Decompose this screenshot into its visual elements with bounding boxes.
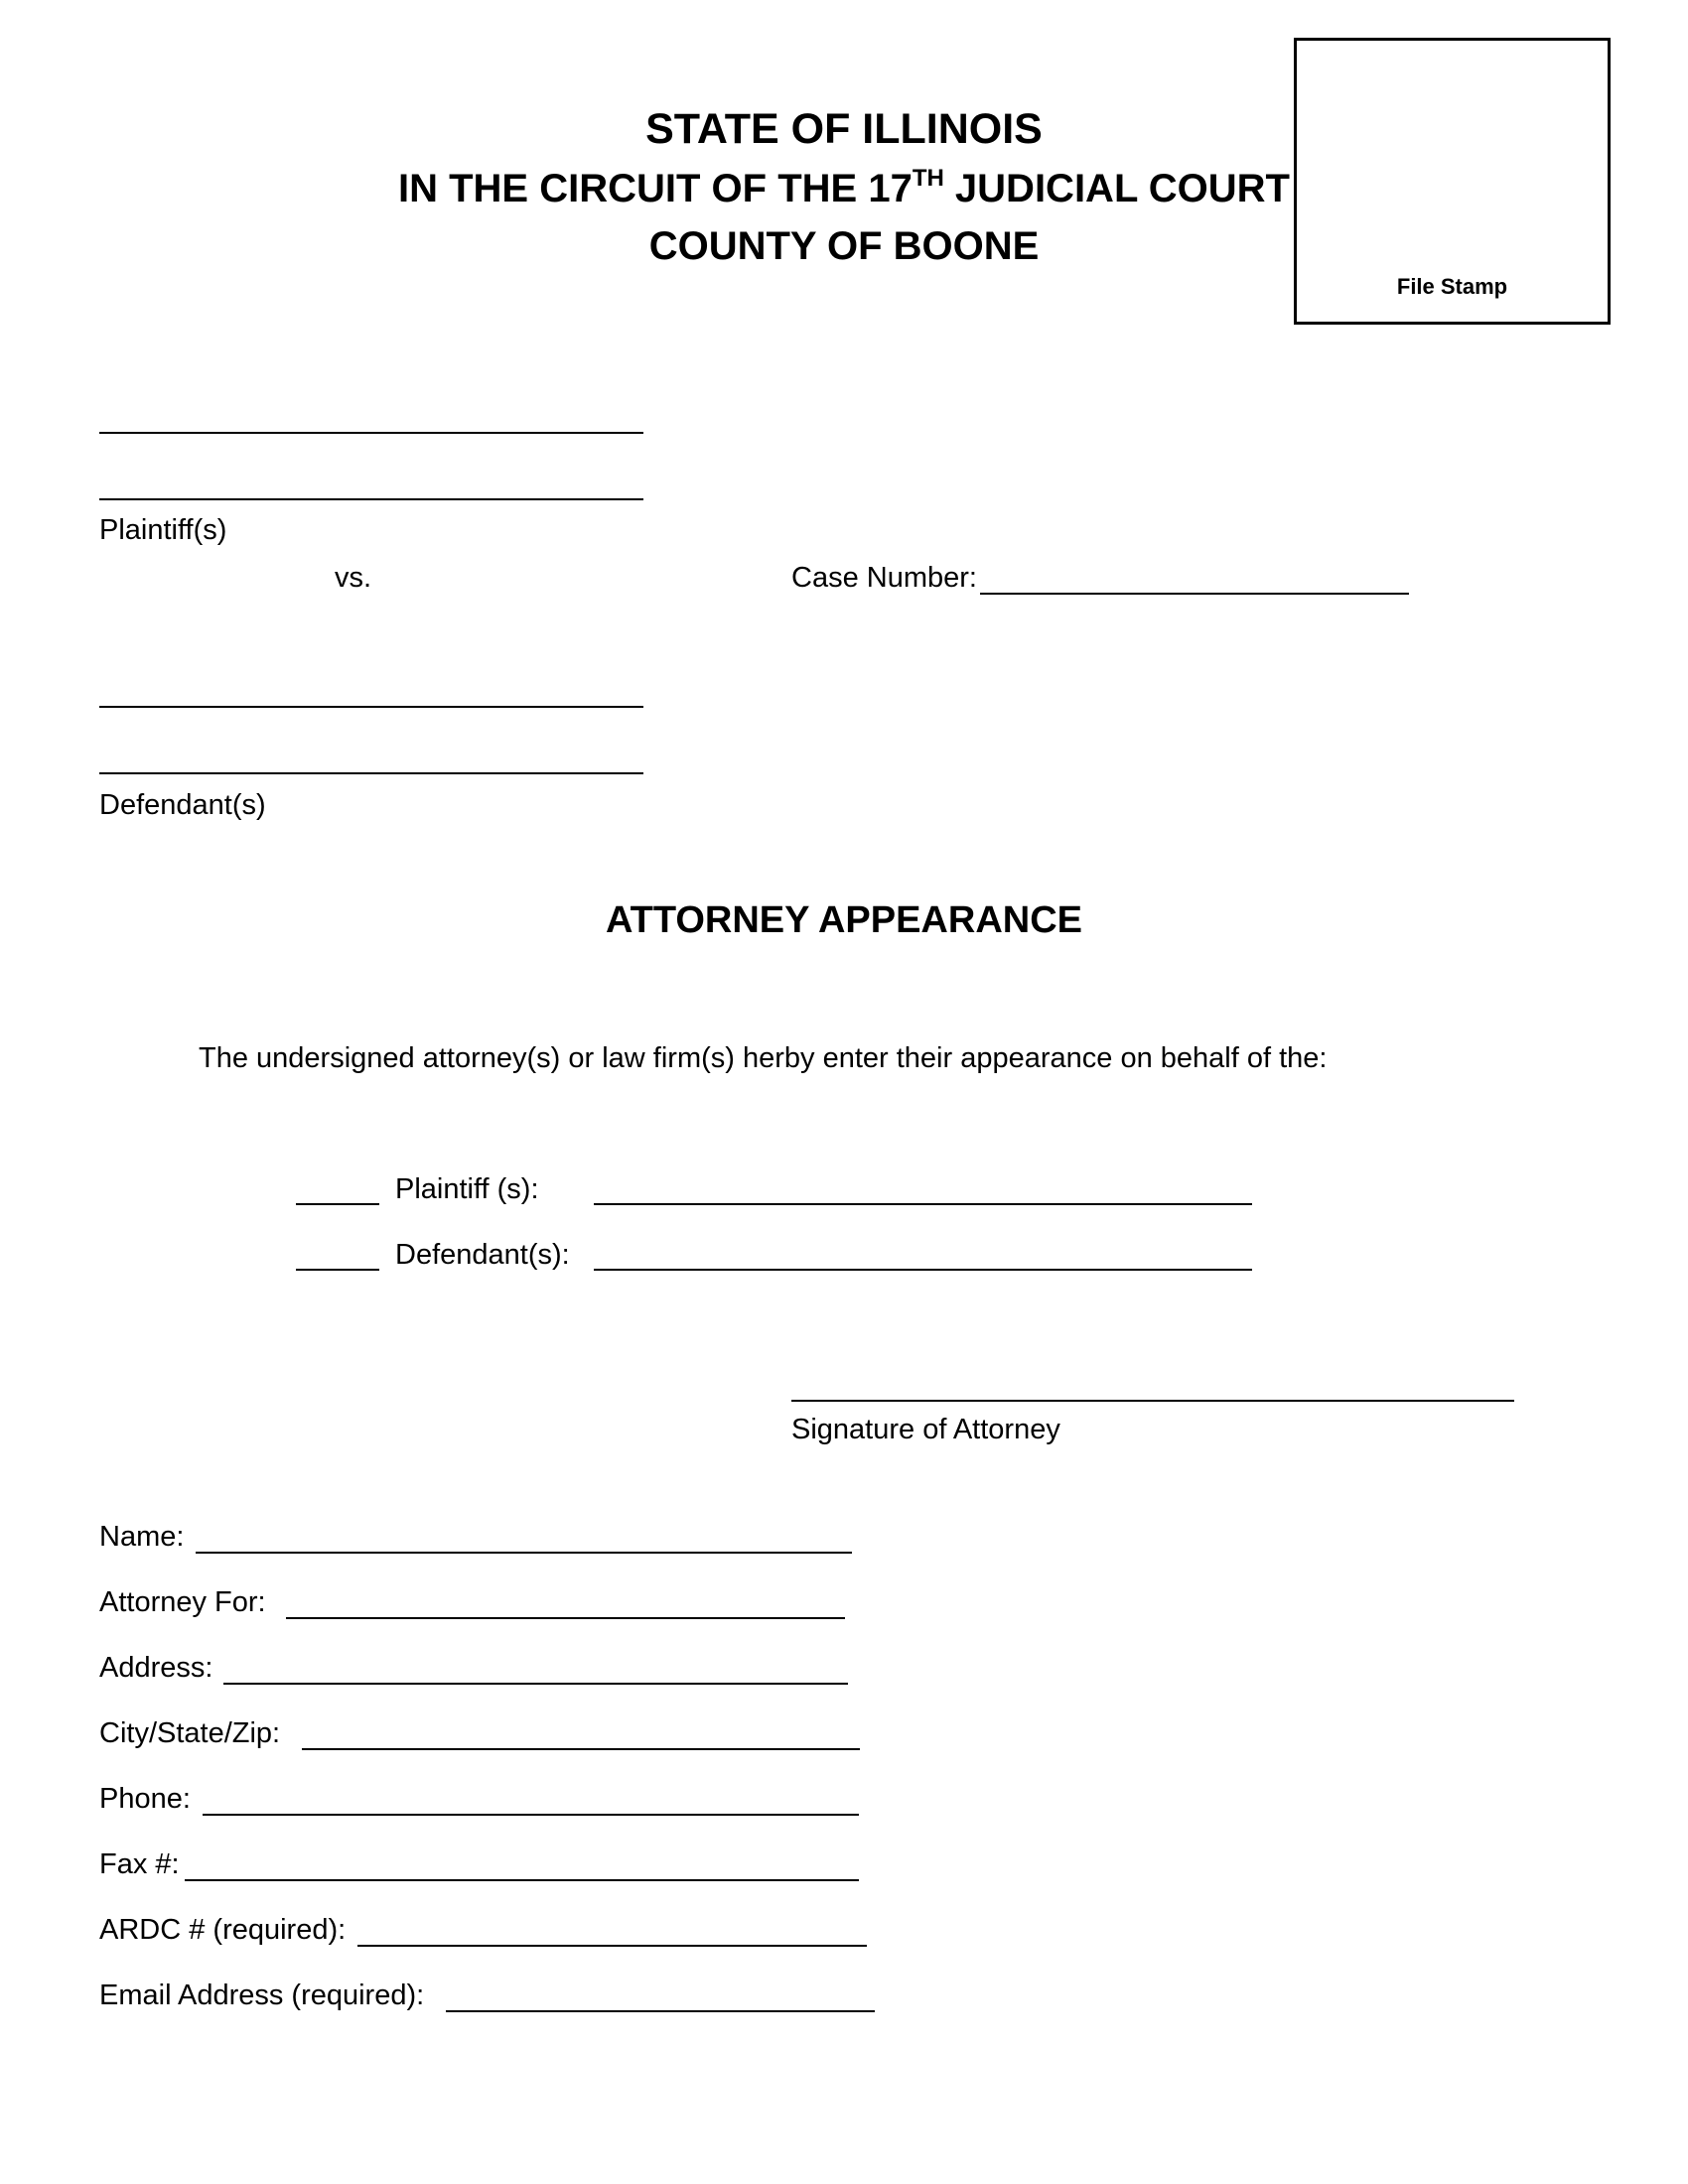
phone-label: Phone: — [99, 1783, 191, 1815]
fax-label: Fax #: — [99, 1848, 180, 1880]
circuit-ordinal-suffix: TH — [912, 165, 944, 192]
case-number-line[interactable] — [980, 593, 1409, 595]
appearance-plaintiff-label: Plaintiff (s): — [395, 1173, 539, 1205]
address-label: Address: — [99, 1652, 213, 1684]
email-line[interactable] — [446, 2010, 875, 2012]
versus-label: vs. — [335, 562, 372, 594]
defendant-name-line-2[interactable] — [99, 772, 643, 774]
plaintiff-label: Plaintiff(s) — [99, 514, 227, 546]
ardc-label: ARDC # (required): — [99, 1914, 347, 1946]
ardc-line[interactable] — [357, 1945, 867, 1947]
file-stamp-box — [1294, 38, 1611, 325]
appearance-statement: The undersigned attorney(s) or law firm(s) herby enter their appearance on behalf of the: — [199, 1042, 1328, 1074]
defendant-name-line-1[interactable] — [99, 706, 643, 708]
circuit-heading-text: IN THE CIRCUIT OF THE 17 — [398, 167, 913, 210]
appearance-defendant-label: Defendant(s): — [395, 1239, 570, 1271]
defendant-label: Defendant(s) — [99, 789, 266, 821]
city-state-zip-label: City/State/Zip: — [99, 1717, 281, 1749]
circuit-heading-text-end: JUDICIAL COURT — [943, 167, 1290, 210]
appearance-defendant-line[interactable] — [594, 1269, 1252, 1271]
city-state-zip-line[interactable] — [302, 1748, 860, 1750]
plaintiff-name-line-1[interactable] — [99, 432, 643, 434]
defendant-checkbox-line[interactable] — [296, 1269, 379, 1271]
attorney-for-line[interactable] — [286, 1617, 845, 1619]
phone-line[interactable] — [203, 1814, 859, 1816]
name-label: Name: — [99, 1521, 185, 1553]
email-label: Email Address (required): — [99, 1979, 425, 2011]
plaintiff-name-line-2[interactable] — [99, 498, 643, 500]
file-stamp-label: File Stamp — [1396, 274, 1508, 299]
appearance-plaintiff-line[interactable] — [594, 1203, 1252, 1205]
address-line[interactable] — [223, 1683, 848, 1685]
plaintiff-checkbox-line[interactable] — [296, 1203, 379, 1205]
fax-line[interactable] — [185, 1879, 859, 1881]
signature-label: Signature of Attorney — [791, 1414, 1060, 1445]
court-county-heading: COUNTY OF BOONE — [648, 224, 1040, 268]
attorney-for-label: Attorney For: — [99, 1586, 266, 1618]
case-number-label: Case Number: — [791, 562, 977, 594]
name-line[interactable] — [196, 1552, 852, 1554]
court-state-heading: STATE OF ILLINOIS — [645, 105, 1043, 153]
form-title: ATTORNEY APPEARANCE — [606, 899, 1082, 941]
signature-line[interactable] — [791, 1400, 1514, 1402]
